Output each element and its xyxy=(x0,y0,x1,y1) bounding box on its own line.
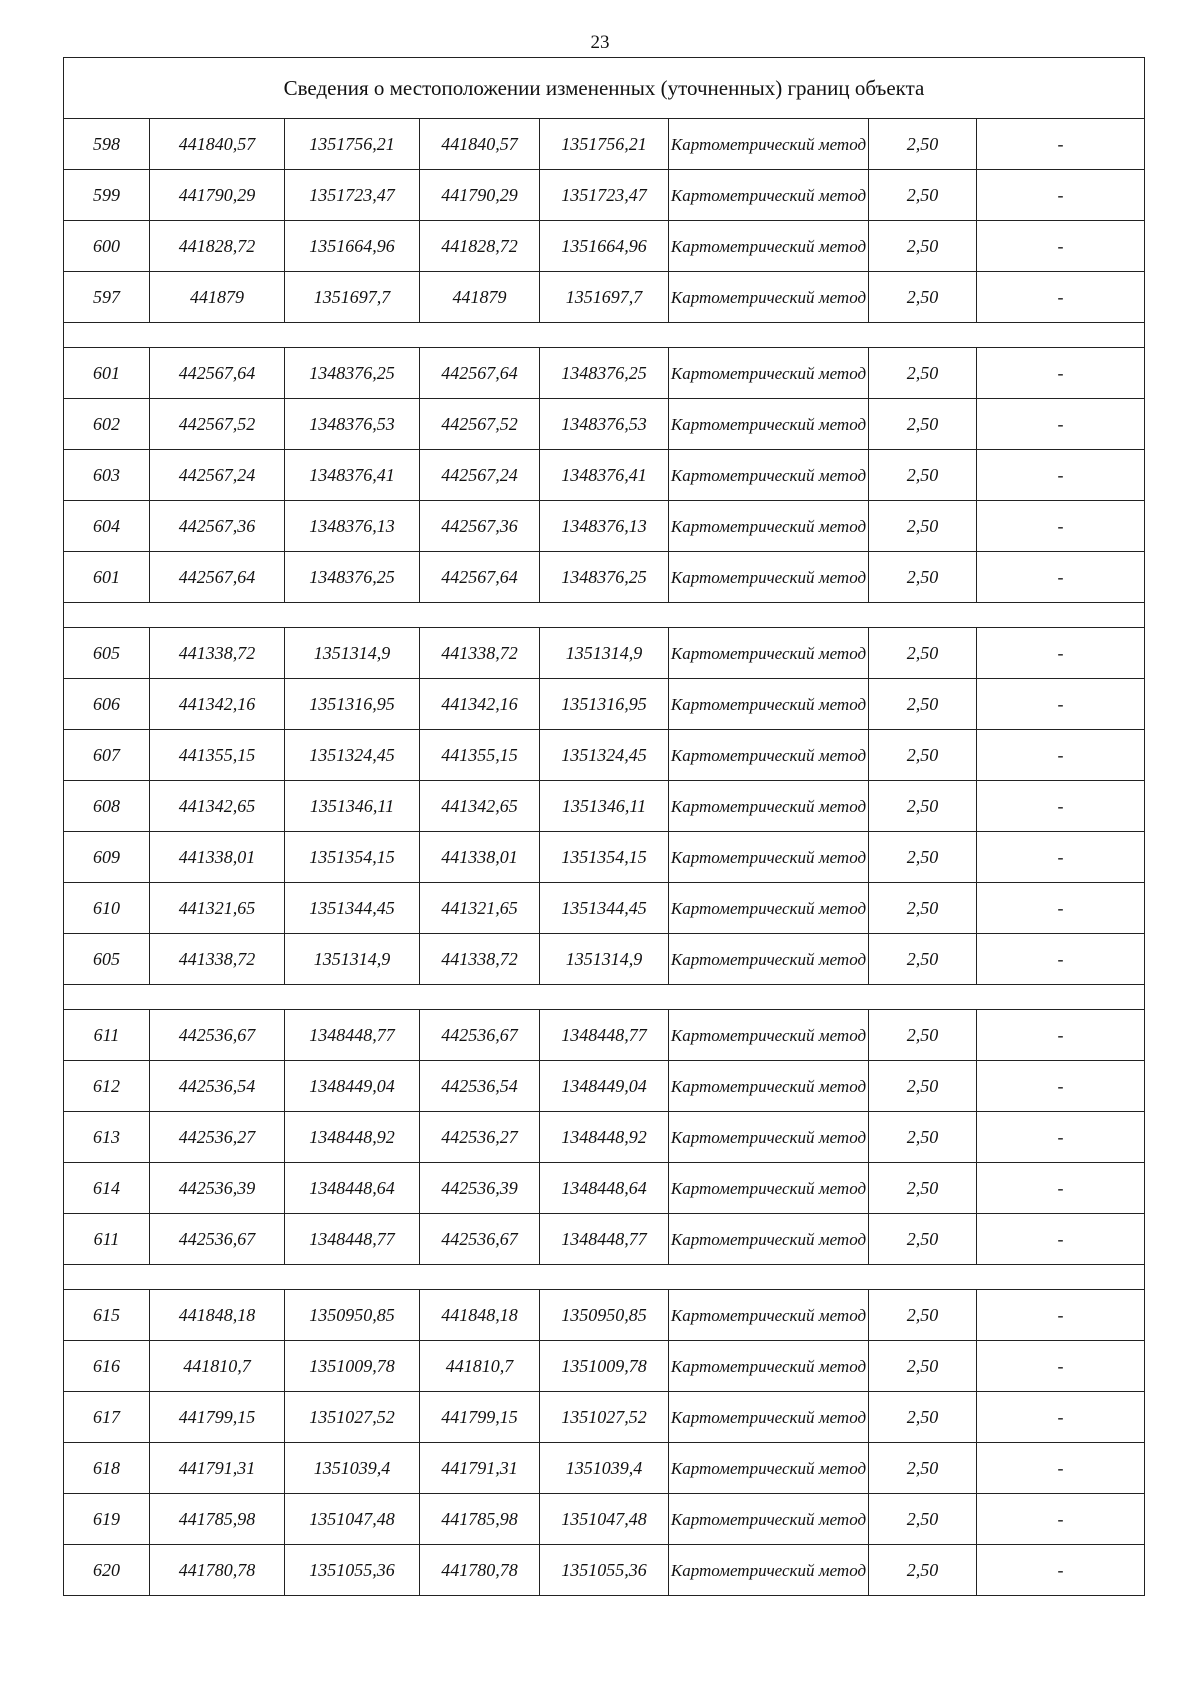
point-number-cell: 620 xyxy=(64,1545,150,1596)
x-new-cell: 441342,16 xyxy=(420,679,540,730)
method-cell: Картометрический метод xyxy=(669,170,869,221)
x-new-cell: 441879 xyxy=(420,272,540,323)
precision-cell: 2,50 xyxy=(869,1061,977,1112)
description-cell: - xyxy=(977,348,1145,399)
x-old-cell: 441355,15 xyxy=(150,730,285,781)
y-new-cell: 1351756,21 xyxy=(540,119,669,170)
y-old-cell: 1351664,96 xyxy=(285,221,420,272)
x-old-cell: 441338,72 xyxy=(150,628,285,679)
x-old-cell: 442567,24 xyxy=(150,450,285,501)
description-cell: - xyxy=(977,1061,1145,1112)
group-separator-row xyxy=(64,1265,1145,1290)
point-number-cell: 600 xyxy=(64,221,150,272)
description-cell: - xyxy=(977,628,1145,679)
x-old-cell: 442567,64 xyxy=(150,348,285,399)
precision-cell: 2,50 xyxy=(869,781,977,832)
group-separator-row xyxy=(64,985,1145,1010)
description-cell: - xyxy=(977,1392,1145,1443)
table-row xyxy=(64,1163,1145,1214)
group-separator-row xyxy=(64,323,1145,348)
group-separator-cell xyxy=(64,1265,1145,1290)
precision-cell: 2,50 xyxy=(869,883,977,934)
table-row xyxy=(64,450,1145,501)
method-cell: Картометрический метод xyxy=(669,272,869,323)
method-cell: Картометрический метод xyxy=(669,679,869,730)
x-old-cell: 441790,29 xyxy=(150,170,285,221)
description-cell: - xyxy=(977,450,1145,501)
method-cell: Картометрический метод xyxy=(669,501,869,552)
table-title: Сведения о местоположении измененных (уточненных) границ объекта xyxy=(64,58,1145,119)
table-body xyxy=(64,58,1145,1596)
x-old-cell: 441780,78 xyxy=(150,1545,285,1596)
x-new-cell: 441785,98 xyxy=(420,1494,540,1545)
y-new-cell: 1351316,95 xyxy=(540,679,669,730)
y-new-cell: 1348376,25 xyxy=(540,552,669,603)
description-cell: - xyxy=(977,221,1145,272)
table-row xyxy=(64,119,1145,170)
x-new-cell: 442567,64 xyxy=(420,348,540,399)
description-cell: - xyxy=(977,679,1145,730)
y-old-cell: 1351027,52 xyxy=(285,1392,420,1443)
x-old-cell: 441810,7 xyxy=(150,1341,285,1392)
description-cell: - xyxy=(977,272,1145,323)
x-new-cell: 441790,29 xyxy=(420,170,540,221)
precision-cell: 2,50 xyxy=(869,832,977,883)
description-cell: - xyxy=(977,883,1145,934)
method-cell: Картометрический метод xyxy=(669,1061,869,1112)
method-cell: Картометрический метод xyxy=(669,781,869,832)
x-new-cell: 441810,7 xyxy=(420,1341,540,1392)
x-new-cell: 442567,36 xyxy=(420,501,540,552)
method-cell: Картометрический метод xyxy=(669,628,869,679)
y-old-cell: 1351314,9 xyxy=(285,934,420,985)
y-new-cell: 1348376,13 xyxy=(540,501,669,552)
x-old-cell: 441828,72 xyxy=(150,221,285,272)
point-number-cell: 611 xyxy=(64,1214,150,1265)
precision-cell: 2,50 xyxy=(869,934,977,985)
y-old-cell: 1351055,36 xyxy=(285,1545,420,1596)
x-old-cell: 442567,64 xyxy=(150,552,285,603)
y-old-cell: 1348448,92 xyxy=(285,1112,420,1163)
x-old-cell: 442536,54 xyxy=(150,1061,285,1112)
description-cell: - xyxy=(977,501,1145,552)
precision-cell: 2,50 xyxy=(869,1545,977,1596)
group-separator-cell xyxy=(64,323,1145,348)
table-row xyxy=(64,1112,1145,1163)
point-number-cell: 606 xyxy=(64,679,150,730)
description-cell: - xyxy=(977,1010,1145,1061)
y-new-cell: 1351697,7 xyxy=(540,272,669,323)
x-new-cell: 441338,72 xyxy=(420,934,540,985)
x-old-cell: 441342,16 xyxy=(150,679,285,730)
y-new-cell: 1348448,77 xyxy=(540,1010,669,1061)
point-number-cell: 613 xyxy=(64,1112,150,1163)
y-old-cell: 1351354,15 xyxy=(285,832,420,883)
precision-cell: 2,50 xyxy=(869,450,977,501)
precision-cell: 2,50 xyxy=(869,1494,977,1545)
x-old-cell: 441321,65 xyxy=(150,883,285,934)
y-old-cell: 1351009,78 xyxy=(285,1341,420,1392)
table-row xyxy=(64,679,1145,730)
x-old-cell: 441840,57 xyxy=(150,119,285,170)
y-old-cell: 1351314,9 xyxy=(285,628,420,679)
table-row xyxy=(64,552,1145,603)
table-row xyxy=(64,832,1145,883)
table-row xyxy=(64,1494,1145,1545)
table-row xyxy=(64,934,1145,985)
x-new-cell: 442536,67 xyxy=(420,1214,540,1265)
method-cell: Картометрический метод xyxy=(669,1163,869,1214)
y-old-cell: 1348376,53 xyxy=(285,399,420,450)
x-old-cell: 442536,67 xyxy=(150,1010,285,1061)
table-row xyxy=(64,1443,1145,1494)
y-new-cell: 1351314,9 xyxy=(540,628,669,679)
method-cell: Картометрический метод xyxy=(669,1392,869,1443)
precision-cell: 2,50 xyxy=(869,1112,977,1163)
x-old-cell: 441879 xyxy=(150,272,285,323)
precision-cell: 2,50 xyxy=(869,552,977,603)
method-cell: Картометрический метод xyxy=(669,450,869,501)
table-row xyxy=(64,781,1145,832)
x-old-cell: 441799,15 xyxy=(150,1392,285,1443)
table-row xyxy=(64,170,1145,221)
description-cell: - xyxy=(977,119,1145,170)
precision-cell: 2,50 xyxy=(869,119,977,170)
table-row xyxy=(64,1010,1145,1061)
page-number: 23 xyxy=(590,32,610,53)
x-new-cell: 441828,72 xyxy=(420,221,540,272)
table-row xyxy=(64,883,1145,934)
method-cell: Картометрический метод xyxy=(669,832,869,883)
y-old-cell: 1350950,85 xyxy=(285,1290,420,1341)
x-old-cell: 441338,01 xyxy=(150,832,285,883)
description-cell: - xyxy=(977,1163,1145,1214)
table-row xyxy=(64,221,1145,272)
group-separator-cell xyxy=(64,985,1145,1010)
point-number-cell: 608 xyxy=(64,781,150,832)
point-number-cell: 611 xyxy=(64,1010,150,1061)
y-old-cell: 1351316,95 xyxy=(285,679,420,730)
y-new-cell: 1351314,9 xyxy=(540,934,669,985)
x-old-cell: 441791,31 xyxy=(150,1443,285,1494)
method-cell: Картометрический метод xyxy=(669,1545,869,1596)
description-cell: - xyxy=(977,1545,1145,1596)
x-new-cell: 442567,24 xyxy=(420,450,540,501)
precision-cell: 2,50 xyxy=(869,170,977,221)
point-number-cell: 614 xyxy=(64,1163,150,1214)
y-new-cell: 1351324,45 xyxy=(540,730,669,781)
y-new-cell: 1351039,4 xyxy=(540,1443,669,1494)
precision-cell: 2,50 xyxy=(869,1290,977,1341)
precision-cell: 2,50 xyxy=(869,1443,977,1494)
group-separator-row xyxy=(64,603,1145,628)
y-new-cell: 1351344,45 xyxy=(540,883,669,934)
x-new-cell: 441338,72 xyxy=(420,628,540,679)
precision-cell: 2,50 xyxy=(869,399,977,450)
x-old-cell: 441338,72 xyxy=(150,934,285,985)
table-row xyxy=(64,501,1145,552)
y-old-cell: 1348376,25 xyxy=(285,348,420,399)
method-cell: Картометрический метод xyxy=(669,552,869,603)
y-old-cell: 1351346,11 xyxy=(285,781,420,832)
method-cell: Картометрический метод xyxy=(669,1214,869,1265)
point-number-cell: 601 xyxy=(64,552,150,603)
table-row xyxy=(64,628,1145,679)
x-new-cell: 442536,67 xyxy=(420,1010,540,1061)
y-new-cell: 1351664,96 xyxy=(540,221,669,272)
precision-cell: 2,50 xyxy=(869,628,977,679)
title-row xyxy=(64,58,1145,119)
y-new-cell: 1348376,41 xyxy=(540,450,669,501)
x-new-cell: 442567,52 xyxy=(420,399,540,450)
y-old-cell: 1351344,45 xyxy=(285,883,420,934)
precision-cell: 2,50 xyxy=(869,1341,977,1392)
precision-cell: 2,50 xyxy=(869,730,977,781)
point-number-cell: 607 xyxy=(64,730,150,781)
table-row xyxy=(64,348,1145,399)
precision-cell: 2,50 xyxy=(869,679,977,730)
point-number-cell: 605 xyxy=(64,628,150,679)
boundary-coordinates-table xyxy=(63,57,1145,1596)
method-cell: Картометрический метод xyxy=(669,399,869,450)
y-old-cell: 1351047,48 xyxy=(285,1494,420,1545)
method-cell: Картометрический метод xyxy=(669,934,869,985)
method-cell: Картометрический метод xyxy=(669,1290,869,1341)
y-new-cell: 1348448,64 xyxy=(540,1163,669,1214)
description-cell: - xyxy=(977,170,1145,221)
table-row xyxy=(64,730,1145,781)
description-cell: - xyxy=(977,1341,1145,1392)
table-row xyxy=(64,1214,1145,1265)
precision-cell: 2,50 xyxy=(869,1163,977,1214)
x-new-cell: 441355,15 xyxy=(420,730,540,781)
precision-cell: 2,50 xyxy=(869,272,977,323)
description-cell: - xyxy=(977,1112,1145,1163)
y-new-cell: 1348448,77 xyxy=(540,1214,669,1265)
precision-cell: 2,50 xyxy=(869,1214,977,1265)
y-old-cell: 1348376,13 xyxy=(285,501,420,552)
precision-cell: 2,50 xyxy=(869,1010,977,1061)
description-cell: - xyxy=(977,1443,1145,1494)
y-new-cell: 1348376,53 xyxy=(540,399,669,450)
precision-cell: 2,50 xyxy=(869,221,977,272)
x-old-cell: 442567,52 xyxy=(150,399,285,450)
description-cell: - xyxy=(977,781,1145,832)
method-cell: Картометрический метод xyxy=(669,119,869,170)
description-cell: - xyxy=(977,730,1145,781)
point-number-cell: 601 xyxy=(64,348,150,399)
y-old-cell: 1351697,7 xyxy=(285,272,420,323)
x-new-cell: 442567,64 xyxy=(420,552,540,603)
y-new-cell: 1351346,11 xyxy=(540,781,669,832)
point-number-cell: 615 xyxy=(64,1290,150,1341)
y-old-cell: 1351324,45 xyxy=(285,730,420,781)
point-number-cell: 618 xyxy=(64,1443,150,1494)
y-new-cell: 1348449,04 xyxy=(540,1061,669,1112)
table-row xyxy=(64,1341,1145,1392)
table-row xyxy=(64,1290,1145,1341)
point-number-cell: 610 xyxy=(64,883,150,934)
method-cell: Картометрический метод xyxy=(669,883,869,934)
precision-cell: 2,50 xyxy=(869,348,977,399)
point-number-cell: 605 xyxy=(64,934,150,985)
x-new-cell: 442536,27 xyxy=(420,1112,540,1163)
method-cell: Картометрический метод xyxy=(669,221,869,272)
x-old-cell: 442536,39 xyxy=(150,1163,285,1214)
point-number-cell: 597 xyxy=(64,272,150,323)
y-new-cell: 1351723,47 xyxy=(540,170,669,221)
point-number-cell: 599 xyxy=(64,170,150,221)
method-cell: Картометрический метод xyxy=(669,348,869,399)
x-new-cell: 441799,15 xyxy=(420,1392,540,1443)
description-cell: - xyxy=(977,1290,1145,1341)
y-old-cell: 1348448,77 xyxy=(285,1010,420,1061)
table-row xyxy=(64,272,1145,323)
x-new-cell: 441321,65 xyxy=(420,883,540,934)
y-old-cell: 1348376,25 xyxy=(285,552,420,603)
method-cell: Картометрический метод xyxy=(669,1341,869,1392)
description-cell: - xyxy=(977,934,1145,985)
y-new-cell: 1351047,48 xyxy=(540,1494,669,1545)
x-new-cell: 441791,31 xyxy=(420,1443,540,1494)
y-old-cell: 1348448,64 xyxy=(285,1163,420,1214)
x-old-cell: 442536,67 xyxy=(150,1214,285,1265)
x-new-cell: 441780,78 xyxy=(420,1545,540,1596)
table-row xyxy=(64,1545,1145,1596)
y-new-cell: 1348376,25 xyxy=(540,348,669,399)
x-new-cell: 441338,01 xyxy=(420,832,540,883)
description-cell: - xyxy=(977,552,1145,603)
precision-cell: 2,50 xyxy=(869,1392,977,1443)
y-old-cell: 1348448,77 xyxy=(285,1214,420,1265)
table-row xyxy=(64,1392,1145,1443)
y-old-cell: 1351756,21 xyxy=(285,119,420,170)
point-number-cell: 609 xyxy=(64,832,150,883)
point-number-cell: 612 xyxy=(64,1061,150,1112)
y-new-cell: 1350950,85 xyxy=(540,1290,669,1341)
y-old-cell: 1348376,41 xyxy=(285,450,420,501)
x-old-cell: 442536,27 xyxy=(150,1112,285,1163)
y-old-cell: 1351039,4 xyxy=(285,1443,420,1494)
x-old-cell: 441848,18 xyxy=(150,1290,285,1341)
x-new-cell: 442536,54 xyxy=(420,1061,540,1112)
method-cell: Картометрический метод xyxy=(669,1010,869,1061)
method-cell: Картометрический метод xyxy=(669,1112,869,1163)
description-cell: - xyxy=(977,1214,1145,1265)
y-new-cell: 1351055,36 xyxy=(540,1545,669,1596)
x-new-cell: 441848,18 xyxy=(420,1290,540,1341)
y-new-cell: 1351009,78 xyxy=(540,1341,669,1392)
y-old-cell: 1351723,47 xyxy=(285,170,420,221)
point-number-cell: 603 xyxy=(64,450,150,501)
x-new-cell: 441342,65 xyxy=(420,781,540,832)
method-cell: Картометрический метод xyxy=(669,730,869,781)
x-old-cell: 442567,36 xyxy=(150,501,285,552)
table-row xyxy=(64,1061,1145,1112)
description-cell: - xyxy=(977,1494,1145,1545)
description-cell: - xyxy=(977,832,1145,883)
description-cell: - xyxy=(977,399,1145,450)
y-new-cell: 1351027,52 xyxy=(540,1392,669,1443)
precision-cell: 2,50 xyxy=(869,501,977,552)
point-number-cell: 616 xyxy=(64,1341,150,1392)
point-number-cell: 604 xyxy=(64,501,150,552)
x-new-cell: 442536,39 xyxy=(420,1163,540,1214)
x-old-cell: 441785,98 xyxy=(150,1494,285,1545)
table-row xyxy=(64,399,1145,450)
group-separator-cell xyxy=(64,603,1145,628)
x-new-cell: 441840,57 xyxy=(420,119,540,170)
point-number-cell: 619 xyxy=(64,1494,150,1545)
method-cell: Картометрический метод xyxy=(669,1494,869,1545)
x-old-cell: 441342,65 xyxy=(150,781,285,832)
y-new-cell: 1351354,15 xyxy=(540,832,669,883)
point-number-cell: 602 xyxy=(64,399,150,450)
point-number-cell: 617 xyxy=(64,1392,150,1443)
point-number-cell: 598 xyxy=(64,119,150,170)
method-cell: Картометрический метод xyxy=(669,1443,869,1494)
y-new-cell: 1348448,92 xyxy=(540,1112,669,1163)
y-old-cell: 1348449,04 xyxy=(285,1061,420,1112)
